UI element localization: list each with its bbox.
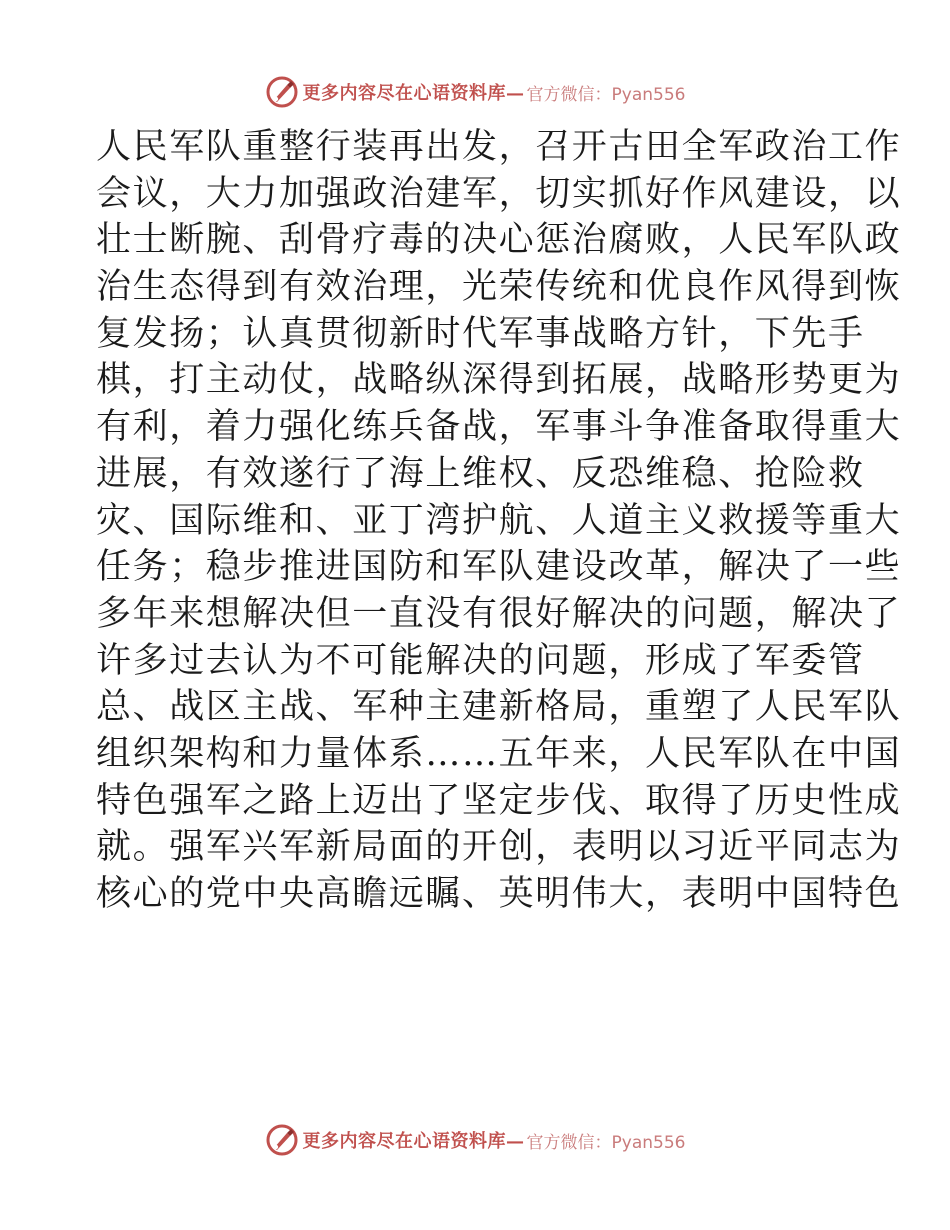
document-body	[96, 124, 902, 918]
text-line: 多年来想解决但一直没有很好解决的问题，解决了	[96, 593, 902, 634]
footer-banner	[0, 1120, 950, 1160]
text-line: 许多过去认为不可能解决的问题，形成了军委管	[96, 640, 865, 681]
footer-wechat: 官方微信：Pyan556	[526, 1132, 686, 1153]
footer-slogan: 更多内容尽在心语资料库—	[302, 1131, 525, 1152]
text-line: 人民军队重整行装再出发，召开古田全军政治工作	[96, 127, 902, 167]
text-line: 复发扬；认真贯彻新时代军事战略方针，下先手	[96, 313, 865, 354]
header-slogan: 更多内容尽在心语资料库—	[302, 83, 525, 104]
header-wechat: 官方微信：Pyan556	[526, 84, 686, 105]
header-banner	[0, 72, 950, 112]
text-line: 核心的党中央高瞻远瞩、英明伟大，表明中国特色	[96, 874, 902, 914]
text-line: 会议，大力加强政治建军，切实抓好作风建设，以	[96, 173, 902, 214]
text-line: 组织架构和力量体系……五年来，人民军队在中国	[96, 733, 902, 774]
text-line: 治生态得到有效治理，光荣传统和优良作风得到恢	[96, 267, 902, 308]
text-line: 特色强军之路上迈出了坚定步伐、取得了历史性成	[96, 780, 902, 821]
text-line: 就。强军兴军新局面的开创，表明以习近平同志为	[96, 827, 902, 868]
text-line: 总、战区主战、军种主建新格局，重塑了人民军队	[96, 687, 902, 728]
text-line: 棋，打主动仗，战略纵深得到拓展，战略形势更为	[96, 360, 902, 401]
text-line: 任务；稳步推进国防和军队建设改革，解决了一些	[96, 547, 902, 588]
text-line: 进展，有效遂行了海上维权、反恐维稳、抢险救	[96, 453, 865, 494]
text-line: 灾、国际维和、亚丁湾护航、人道主义救援等重大	[96, 500, 902, 541]
text-line: 有利，着力强化练兵备战，军事斗争准备取得重大	[96, 407, 902, 448]
text-line: 壮士断腕、刮骨疗毒的决心惩治腐败，人民军队政	[96, 220, 902, 261]
pen-logo-icon	[265, 1123, 299, 1157]
pen-logo-icon	[265, 75, 299, 109]
